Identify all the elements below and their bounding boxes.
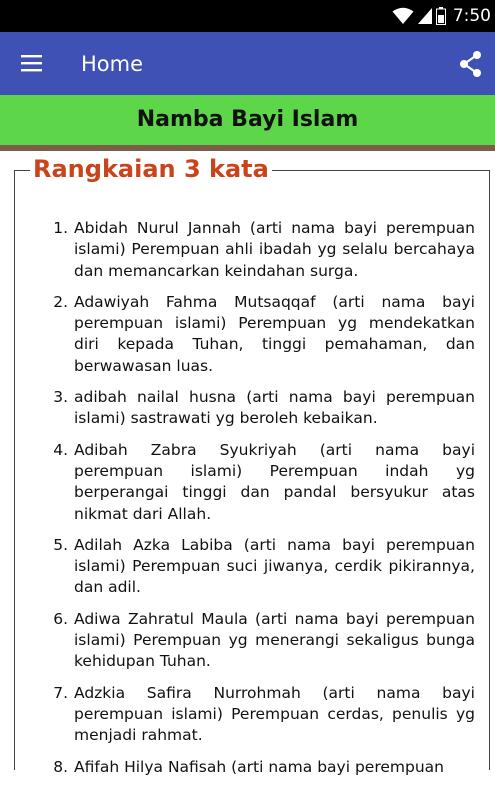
hamburger-menu-icon <box>14 48 48 80</box>
list-item <box>38 757 475 778</box>
share-icon <box>455 48 487 80</box>
list-item <box>38 609 475 673</box>
status-bar <box>0 0 495 32</box>
share-button[interactable] <box>455 48 487 80</box>
banner-divider <box>0 145 495 151</box>
app-bar <box>0 32 495 95</box>
list-item-number: 6. <box>53 609 68 628</box>
list-item-text: Adawiyah Fahma Mutsaqqaf (arti nama bayi perempuan islami) Perempuan yg mendekatkan diri kepada Tuhan, tinggi pemahaman, dan berwawasan luas. <box>74 292 475 375</box>
status-icons <box>392 6 491 26</box>
list-item-text: Abidah Nurul Jannah (arti nama bayi perempuan islami) Perempuan ahli ibadah yg selalu bercahaya dan memancarkan keindahan surga. <box>74 219 475 280</box>
list-item-number: 2. <box>53 292 68 311</box>
app-title: Home <box>81 52 144 76</box>
list-item-number: 7. <box>53 683 68 702</box>
status-time: 7:50 <box>452 6 491 26</box>
signal-icon <box>417 7 433 25</box>
section-legend: Rangkaian 3 kata <box>30 153 272 185</box>
list-item-number: 5. <box>53 535 68 554</box>
list-item-number: 1. <box>53 219 68 237</box>
list-item <box>38 440 475 525</box>
list-item-text: Afifah Hilya Nafisah (arti nama bayi perempuan <box>74 757 444 776</box>
wifi-icon <box>392 7 414 25</box>
list-item <box>38 218 475 282</box>
list-item <box>38 292 475 377</box>
list-item-text: Adibah Zabra Syukriyah (arti nama bayi perempuan islami) Perempuan indah yg berperangai tinggi dan pandal bersyukur atas nikmat dari Allah. <box>74 440 475 523</box>
list-item-text: Adilah Azka Labiba (arti nama bayi perempuan islami) Perempuan suci jiwanya, cerdik pikirannya, dan adil. <box>74 535 475 597</box>
list-item <box>38 535 475 599</box>
list-item <box>38 683 475 747</box>
list-item-number: 3. <box>53 388 68 407</box>
menu-button[interactable] <box>14 48 48 80</box>
name-list <box>38 218 475 788</box>
list-item-text: adibah nailal husna (arti nama bayi perempuan islami) sastrawati yg beroleh kebaikan. <box>74 388 475 428</box>
list-item-number: 8. <box>53 757 68 776</box>
list-item-text: Adiwa Zahratul Maula (arti nama bayi perempuan islami) Perempuan yg menerangi sekaligus bunga kehidupan Tuhan. <box>74 609 475 671</box>
banner-title: Namba Bayi Islam <box>136 107 359 132</box>
battery-icon <box>436 7 446 25</box>
title-banner <box>0 95 495 145</box>
list-item-text: Adzkia Safira Nurrohmah (arti nama bayi perempuan islami) Perempuan cerdas, penulis yg menjadi rahmat. <box>74 683 475 745</box>
list-item-number: 4. <box>53 440 68 459</box>
list-item <box>38 387 475 430</box>
